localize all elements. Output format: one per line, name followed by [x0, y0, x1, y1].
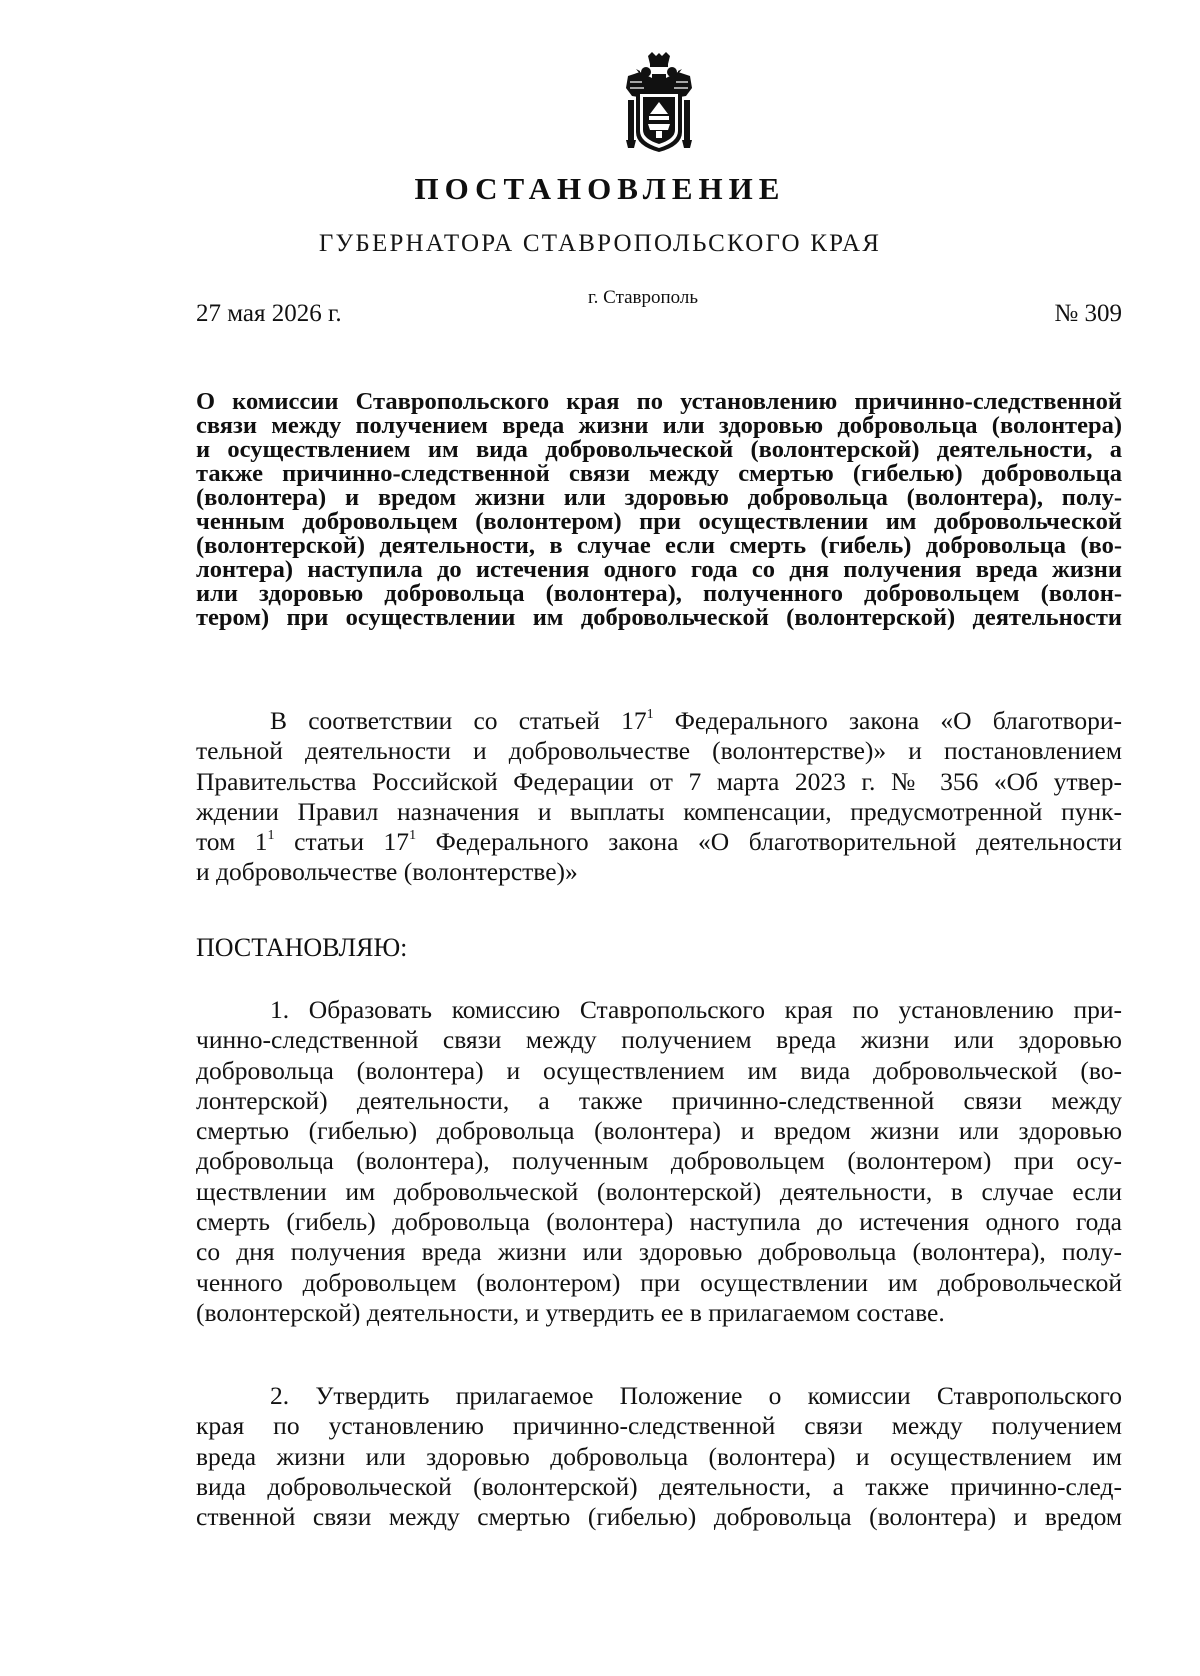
- preamble-text: Федерального закона «О благотвори-: [653, 706, 1122, 735]
- title-line: тером) при осуществлении им добровольческой (волонтерской) деятельности: [196, 604, 1122, 631]
- title-line: О комиссии Ставропольского края по установлению причинно-следственной: [196, 388, 1122, 415]
- preamble-line: ждении Правил назначения и выплаты компенсации, предусмотренной пунк-: [196, 796, 1122, 826]
- preamble-text: В соответствии со статьей 17: [270, 706, 647, 735]
- item-1-line: добровольца (волонтера) и осуществлением им вида добровольческой (во-: [196, 1055, 1122, 1085]
- superscript: 1: [646, 707, 654, 722]
- item-1-line: 1. Образовать комиссию Ставропольского края по установлению при-: [270, 995, 1122, 1024]
- preamble-text: статьи 17: [274, 827, 410, 857]
- item-2-paragraph: [196, 1381, 1122, 1532]
- preamble-line: [196, 827, 1122, 857]
- preamble-line: Правительства Российской Федерации от 7 марта 2023 г. № 356 «Об утвер-: [196, 766, 1122, 796]
- title-line: или здоровью добровольца (волонтера), полученного добровольцем (волон-: [196, 580, 1122, 607]
- item-1-line: ществлении им добровольческой (волонтерской) деятельности, в случае если: [196, 1176, 1122, 1206]
- preamble-text: том 1: [196, 827, 268, 857]
- item-1-line: ченного добровольцем (волонтером) при осуществлении им добровольческой: [196, 1267, 1122, 1297]
- decree-word: ПОСТАНОВЛЯЮ:: [196, 933, 408, 962]
- title-line: ченным добровольцем (волонтером) при осуществлении им добровольческой: [196, 508, 1122, 535]
- item-2-line: вида добровольческой (волонтерской) деятельности, а также причинно-след-: [196, 1471, 1122, 1501]
- item-1-line: добровольца (волонтера), полученным добровольцем (волонтером) при осу-: [196, 1146, 1122, 1176]
- title-line: также причинно-следственной связи между смертью (гибелью) добровольца: [196, 460, 1122, 487]
- preamble-line: тельной деятельности и добровольчестве (волонтерстве)» и постановлением: [196, 736, 1122, 766]
- item-2-line: 2. Утвердить прилагаемое Положение о комиссии Ставропольского: [270, 1381, 1122, 1410]
- superscript: 1: [267, 828, 275, 844]
- item-1-line: со дня получения вреда жизни или здоровью добровольца (волонтера), полу-: [196, 1237, 1122, 1267]
- preamble-paragraph: [196, 706, 1122, 888]
- item-1-line: смертью (гибелью) добровольца (волонтера) и вредом жизни или здоровью: [196, 1116, 1122, 1146]
- item-2-line: края по установлению причинно-следственной связи между получением: [196, 1411, 1122, 1441]
- document-type-heading: ПОСТАНОВЛЕНИЕ: [414, 171, 786, 206]
- preamble-text: Федерального закона «О благотворительной деятельности: [416, 827, 1122, 857]
- document-date: 27 мая 2026 г.: [196, 300, 342, 327]
- preamble-line: [196, 706, 1122, 736]
- title-line: связи между получением вреда жизни или здоровью добровольца (волонтера): [196, 412, 1122, 439]
- item-1-line: лонтерской) деятельности, а также причинно-следственной связи между: [196, 1085, 1122, 1115]
- document-title: [196, 390, 1122, 630]
- document-city: г. Ставрополь: [588, 287, 699, 308]
- coat-of-arms-icon: [622, 52, 696, 154]
- item-1-line: смерть (гибель) добровольца (волонтера) наступила до истечения одного года: [196, 1207, 1122, 1237]
- title-line: лонтера) наступила до истечения одного года со дня получения вреда жизни: [196, 556, 1122, 583]
- superscript: 1: [409, 828, 417, 844]
- title-line: и осуществлением им вида добровольческой (волонтерской) деятельности, а: [196, 436, 1122, 463]
- item-1-paragraph: [196, 995, 1122, 1328]
- title-line: (волонтерской) деятельности, в случае если смерть (гибель) добровольца (во-: [196, 532, 1122, 559]
- item-2-line: вреда жизни или здоровью добровольца (волонтера) и осуществлением им: [196, 1441, 1122, 1471]
- item-1-line: чинно-следственной связи между получением вреда жизни или здоровью: [196, 1025, 1122, 1055]
- item-1-line: (волонтерской) деятельности, и утвердить ее в прилагаемом составе.: [196, 1297, 945, 1327]
- preamble-line: и добровольчестве (волонтерстве)»: [196, 857, 578, 887]
- document-number: № 309: [1054, 300, 1122, 327]
- title-line: (волонтера) и вредом жизни или здоровью добровольца (волонтера), полу-: [196, 484, 1122, 511]
- item-2-line: ственной связи между смертью (гибелью) добровольца (волонтера) и вредом: [196, 1502, 1122, 1532]
- issuer-heading: ГУБЕРНАТОРА СТАВРОПОЛЬСКОГО КРАЯ: [318, 230, 882, 257]
